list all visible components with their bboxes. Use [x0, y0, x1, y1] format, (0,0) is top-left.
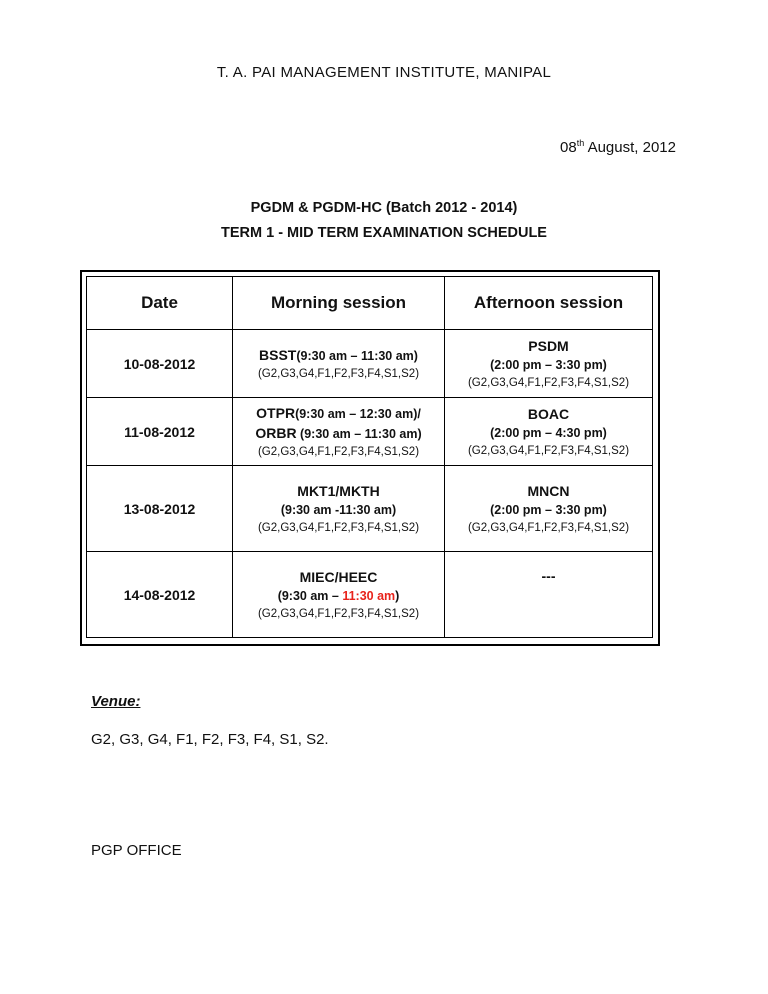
header-date: Date: [87, 277, 233, 330]
date-suffix: th: [576, 138, 585, 148]
schedule-title: TERM 1 - MID TERM EXAMINATION SCHEDULE: [221, 225, 547, 241]
afternoon-cell: [445, 466, 653, 552]
table-row: [87, 466, 653, 552]
course-code: OTPR: [256, 404, 296, 421]
date-month-year: August, 2012: [584, 139, 676, 156]
venue-label: Venue:: [91, 693, 141, 710]
course-code: ORBR: [255, 424, 297, 441]
no-exam-dash: ---: [541, 568, 556, 584]
exam-date: 14-08-2012: [87, 552, 233, 638]
exam-time: [233, 587, 444, 605]
exam-date: 10-08-2012: [87, 330, 233, 398]
exam-time-start: (9:30 am –: [277, 588, 343, 603]
pgp-office-signature: PGP OFFICE: [91, 842, 182, 859]
exam-groups: (G2,G3,G4,F1,F2,F3,F4,S1,S2): [257, 367, 420, 380]
header-afternoon: Afternoon session: [445, 277, 653, 330]
morning-cell: [233, 330, 445, 398]
exam-time: (2:00 pm – 4:30 pm): [490, 425, 607, 440]
exam-groups: (G2,G3,G4,F1,F2,F3,F4,S1,S2): [257, 607, 420, 620]
exam-groups: (G2,G3,G4,F1,F2,F3,F4,S1,S2): [257, 521, 420, 534]
exam-groups: (G2,G3,G4,F1,F2,F3,F4,S1,S2): [467, 376, 630, 389]
exam-groups: (G2,G3,G4,F1,F2,F3,F4,S1,S2): [467, 521, 630, 534]
document-date: [560, 138, 676, 156]
program-title: PGDM & PGDM-HC (Batch 2012 - 2014): [250, 200, 518, 216]
table-row: [87, 552, 653, 638]
schedule-table-frame: [80, 270, 660, 646]
course-code: MNCN: [527, 482, 570, 499]
exam-date: 13-08-2012: [87, 466, 233, 552]
afternoon-cell: [445, 398, 653, 466]
exam-time: (9:30 am -11:30 am): [280, 502, 397, 517]
exam-groups: (G2,G3,G4,F1,F2,F3,F4,S1,S2): [257, 445, 420, 458]
course-code: BOAC: [527, 405, 570, 422]
morning-cell: [233, 466, 445, 552]
table-row: [87, 398, 653, 466]
exam-date: 11-08-2012: [87, 398, 233, 466]
schedule-table: [86, 276, 653, 638]
course-code: PSDM: [528, 337, 569, 354]
table-row: [87, 330, 653, 398]
header-morning: Morning session: [233, 277, 445, 330]
venue-list: G2, G3, G4, F1, F2, F3, F4, S1, S2.: [91, 731, 329, 748]
exam-time: (9:30 am – 11:30 am): [296, 348, 418, 363]
exam-time-end-highlight: 11:30 am: [342, 588, 396, 603]
institute-title: T. A. PAI MANAGEMENT INSTITUTE, MANIPAL: [216, 64, 552, 81]
date-day: 08: [560, 139, 577, 156]
afternoon-cell: [445, 552, 653, 638]
exam-groups: (G2,G3,G4,F1,F2,F3,F4,S1,S2): [467, 444, 630, 457]
morning-cell: [233, 552, 445, 638]
morning-cell: [233, 398, 445, 466]
exam-time: (2:00 pm – 3:30 pm): [490, 502, 607, 517]
afternoon-cell: [445, 330, 653, 398]
exam-time: (9:30 am – 11:30 am): [296, 426, 422, 441]
exam-time: (2:00 pm – 3:30 pm): [490, 357, 607, 372]
table-header-row: [87, 277, 653, 330]
course-code: MKT1/MKTH: [297, 482, 380, 499]
course-code: MIEC/HEEC: [299, 568, 378, 585]
course-code: BSST: [259, 346, 297, 363]
exam-time-close: ): [395, 588, 400, 603]
exam-time: (9:30 am – 12:30 am)/: [295, 406, 421, 421]
